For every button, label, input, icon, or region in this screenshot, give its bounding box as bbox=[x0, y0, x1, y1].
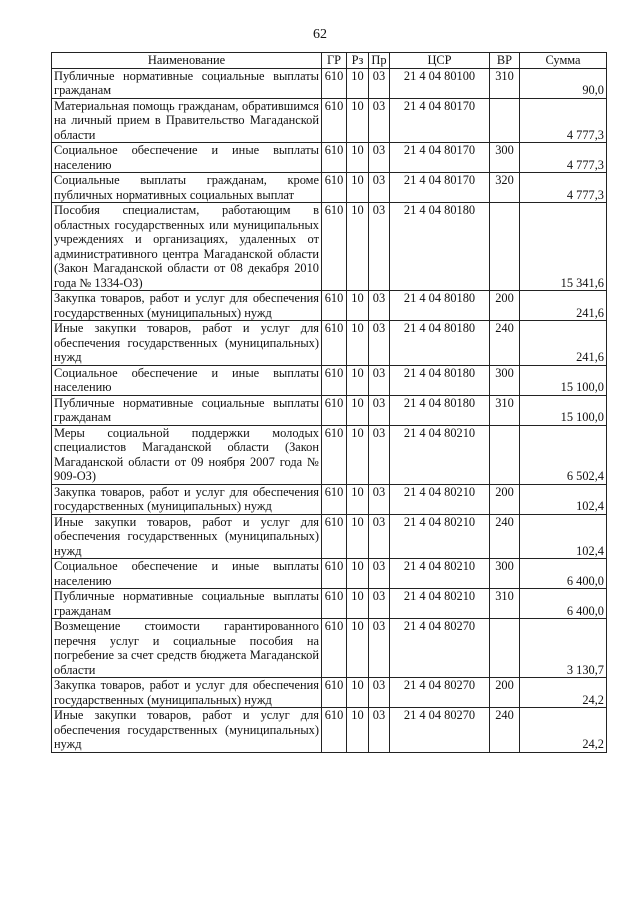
cell-name: Меры социальной поддержки молодых специалистов Магаданской области (Закон Магаданской области от 09 ноября 2007 года № 909-ОЗ) bbox=[52, 425, 322, 484]
cell-csr: 21 4 04 80270 bbox=[390, 619, 490, 678]
cell-sum: 4 777,3 bbox=[520, 173, 607, 203]
cell-pr: 03 bbox=[369, 589, 390, 619]
cell-vr bbox=[490, 98, 520, 143]
table-row bbox=[52, 708, 607, 753]
column-header-rz: Рз bbox=[347, 53, 369, 69]
cell-gr: 610 bbox=[322, 678, 347, 708]
cell-vr: 200 bbox=[490, 291, 520, 321]
cell-csr: 21 4 04 80210 bbox=[390, 559, 490, 589]
cell-sum: 15 341,6 bbox=[520, 203, 607, 291]
cell-name: Иные закупки товаров, работ и услуг для обеспечения государственных (муниципальных) нужд bbox=[52, 708, 322, 753]
cell-csr: 21 4 04 80180 bbox=[390, 291, 490, 321]
cell-name: Иные закупки товаров, работ и услуг для обеспечения государственных (муниципальных) нужд bbox=[52, 514, 322, 559]
cell-gr: 610 bbox=[322, 68, 347, 98]
cell-pr: 03 bbox=[369, 143, 390, 173]
cell-sum: 102,4 bbox=[520, 514, 607, 559]
cell-vr: 200 bbox=[490, 678, 520, 708]
cell-name: Закупка товаров, работ и услуг для обеспечения государственных (муниципальных) нужд bbox=[52, 484, 322, 514]
table-row bbox=[52, 365, 607, 395]
cell-gr: 610 bbox=[322, 291, 347, 321]
cell-csr: 21 4 04 80180 bbox=[390, 365, 490, 395]
cell-rz: 10 bbox=[347, 203, 369, 291]
cell-rz: 10 bbox=[347, 395, 369, 425]
cell-csr: 21 4 04 80180 bbox=[390, 395, 490, 425]
cell-vr: 240 bbox=[490, 321, 520, 366]
cell-name: Социальное обеспечение и иные выплаты населению bbox=[52, 143, 322, 173]
table-row bbox=[52, 98, 607, 143]
table-row bbox=[52, 173, 607, 203]
cell-rz: 10 bbox=[347, 559, 369, 589]
cell-pr: 03 bbox=[369, 708, 390, 753]
cell-pr: 03 bbox=[369, 203, 390, 291]
cell-name: Социальное обеспечение и иные выплаты населению bbox=[52, 559, 322, 589]
cell-sum: 4 777,3 bbox=[520, 98, 607, 143]
cell-vr: 310 bbox=[490, 395, 520, 425]
cell-pr: 03 bbox=[369, 425, 390, 484]
cell-vr: 200 bbox=[490, 484, 520, 514]
cell-rz: 10 bbox=[347, 173, 369, 203]
cell-pr: 03 bbox=[369, 98, 390, 143]
page-number: 62 bbox=[313, 27, 327, 42]
table-row bbox=[52, 395, 607, 425]
cell-sum: 6 400,0 bbox=[520, 559, 607, 589]
column-header-csr: ЦСР bbox=[390, 53, 490, 69]
column-header-vr: ВР bbox=[490, 53, 520, 69]
cell-gr: 610 bbox=[322, 619, 347, 678]
cell-pr: 03 bbox=[369, 321, 390, 366]
cell-pr: 03 bbox=[369, 619, 390, 678]
table-row bbox=[52, 678, 607, 708]
cell-rz: 10 bbox=[347, 514, 369, 559]
cell-rz: 10 bbox=[347, 619, 369, 678]
cell-sum: 24,2 bbox=[520, 678, 607, 708]
cell-pr: 03 bbox=[369, 365, 390, 395]
cell-rz: 10 bbox=[347, 678, 369, 708]
table-body bbox=[52, 68, 607, 752]
cell-rz: 10 bbox=[347, 291, 369, 321]
cell-sum: 102,4 bbox=[520, 484, 607, 514]
cell-csr: 21 4 04 80210 bbox=[390, 425, 490, 484]
cell-csr: 21 4 04 80100 bbox=[390, 68, 490, 98]
cell-rz: 10 bbox=[347, 484, 369, 514]
cell-csr: 21 4 04 80170 bbox=[390, 173, 490, 203]
cell-vr: 240 bbox=[490, 708, 520, 753]
cell-pr: 03 bbox=[369, 68, 390, 98]
column-header-gr: ГР bbox=[322, 53, 347, 69]
cell-vr: 320 bbox=[490, 173, 520, 203]
cell-vr bbox=[490, 619, 520, 678]
cell-rz: 10 bbox=[347, 321, 369, 366]
table-header-row bbox=[52, 53, 607, 69]
table-row bbox=[52, 143, 607, 173]
cell-rz: 10 bbox=[347, 68, 369, 98]
budget-table bbox=[51, 52, 607, 753]
cell-vr: 300 bbox=[490, 365, 520, 395]
cell-rz: 10 bbox=[347, 365, 369, 395]
table-row bbox=[52, 484, 607, 514]
table-row bbox=[52, 619, 607, 678]
cell-rz: 10 bbox=[347, 708, 369, 753]
cell-sum: 241,6 bbox=[520, 321, 607, 366]
cell-pr: 03 bbox=[369, 291, 390, 321]
cell-gr: 610 bbox=[322, 321, 347, 366]
table-row bbox=[52, 321, 607, 366]
cell-name: Публичные нормативные социальные выплаты гражданам bbox=[52, 68, 322, 98]
cell-sum: 15 100,0 bbox=[520, 395, 607, 425]
cell-pr: 03 bbox=[369, 678, 390, 708]
cell-pr: 03 bbox=[369, 559, 390, 589]
table-row bbox=[52, 291, 607, 321]
cell-name: Публичные нормативные социальные выплаты гражданам bbox=[52, 395, 322, 425]
cell-sum: 24,2 bbox=[520, 708, 607, 753]
cell-csr: 21 4 04 80270 bbox=[390, 678, 490, 708]
cell-csr: 21 4 04 80270 bbox=[390, 708, 490, 753]
cell-gr: 610 bbox=[322, 98, 347, 143]
cell-vr bbox=[490, 203, 520, 291]
cell-rz: 10 bbox=[347, 589, 369, 619]
cell-csr: 21 4 04 80180 bbox=[390, 321, 490, 366]
cell-vr: 300 bbox=[490, 143, 520, 173]
cell-sum: 3 130,7 bbox=[520, 619, 607, 678]
column-header-sum: Сумма bbox=[520, 53, 607, 69]
cell-name: Возмещение стоимости гарантированного перечня услуг и социальные пособия на погребение за счет средств бюджета Магаданской области bbox=[52, 619, 322, 678]
column-header-pr: Пр bbox=[369, 53, 390, 69]
cell-csr: 21 4 04 80180 bbox=[390, 203, 490, 291]
cell-name: Иные закупки товаров, работ и услуг для обеспечения государственных (муниципальных) нужд bbox=[52, 321, 322, 366]
cell-sum: 6 502,4 bbox=[520, 425, 607, 484]
cell-gr: 610 bbox=[322, 173, 347, 203]
cell-name: Публичные нормативные социальные выплаты гражданам bbox=[52, 589, 322, 619]
cell-gr: 610 bbox=[322, 514, 347, 559]
cell-csr: 21 4 04 80170 bbox=[390, 143, 490, 173]
cell-gr: 610 bbox=[322, 589, 347, 619]
cell-vr: 310 bbox=[490, 68, 520, 98]
cell-sum: 6 400,0 bbox=[520, 589, 607, 619]
cell-gr: 610 bbox=[322, 395, 347, 425]
cell-rz: 10 bbox=[347, 143, 369, 173]
table-row bbox=[52, 589, 607, 619]
cell-vr: 240 bbox=[490, 514, 520, 559]
cell-name: Пособия специалистам, работающим в областных государственных или муниципальных учреждениях и организациях, удаленных от административного центра Магаданской области (Закон Магаданской области от 08 декабря 2010 года № 1334-ОЗ) bbox=[52, 203, 322, 291]
cell-csr: 21 4 04 80210 bbox=[390, 589, 490, 619]
cell-name: Социальное обеспечение и иные выплаты населению bbox=[52, 365, 322, 395]
cell-pr: 03 bbox=[369, 173, 390, 203]
table-row bbox=[52, 514, 607, 559]
cell-rz: 10 bbox=[347, 98, 369, 143]
cell-csr: 21 4 04 80210 bbox=[390, 484, 490, 514]
cell-gr: 610 bbox=[322, 559, 347, 589]
table-row bbox=[52, 203, 607, 291]
table-row bbox=[52, 425, 607, 484]
cell-pr: 03 bbox=[369, 514, 390, 559]
cell-gr: 610 bbox=[322, 143, 347, 173]
column-header-name: Наименование bbox=[52, 53, 322, 69]
cell-sum: 15 100,0 bbox=[520, 365, 607, 395]
cell-csr: 21 4 04 80170 bbox=[390, 98, 490, 143]
cell-gr: 610 bbox=[322, 365, 347, 395]
cell-name: Закупка товаров, работ и услуг для обеспечения государственных (муниципальных) нужд bbox=[52, 291, 322, 321]
cell-csr: 21 4 04 80210 bbox=[390, 514, 490, 559]
table-row bbox=[52, 559, 607, 589]
table-row bbox=[52, 68, 607, 98]
cell-pr: 03 bbox=[369, 484, 390, 514]
cell-rz: 10 bbox=[347, 425, 369, 484]
cell-name: Материальная помощь гражданам, обратившимся на личный прием в Правительство Магаданской области bbox=[52, 98, 322, 143]
cell-vr: 300 bbox=[490, 559, 520, 589]
cell-gr: 610 bbox=[322, 708, 347, 753]
cell-vr: 310 bbox=[490, 589, 520, 619]
cell-pr: 03 bbox=[369, 395, 390, 425]
cell-gr: 610 bbox=[322, 203, 347, 291]
cell-gr: 610 bbox=[322, 425, 347, 484]
cell-name: Социальные выплаты гражданам, кроме публичных нормативных социальных выплат bbox=[52, 173, 322, 203]
cell-sum: 4 777,3 bbox=[520, 143, 607, 173]
cell-gr: 610 bbox=[322, 484, 347, 514]
cell-sum: 90,0 bbox=[520, 68, 607, 98]
cell-sum: 241,6 bbox=[520, 291, 607, 321]
cell-vr bbox=[490, 425, 520, 484]
cell-name: Закупка товаров, работ и услуг для обеспечения государственных (муниципальных) нужд bbox=[52, 678, 322, 708]
